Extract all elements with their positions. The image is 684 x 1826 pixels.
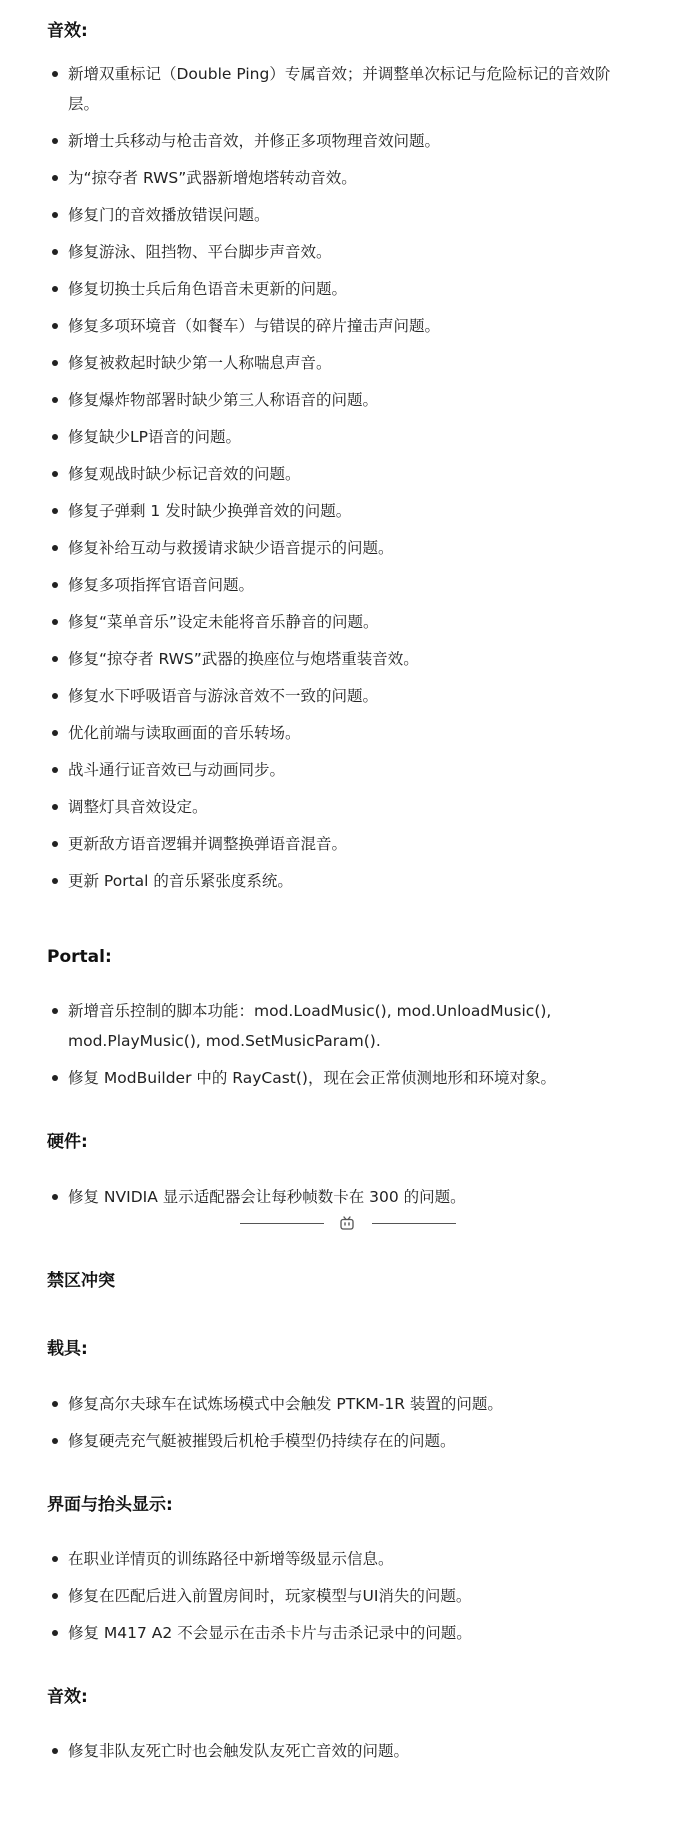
list-item: 修复切换士兵后角色语音未更新的问题。 xyxy=(0,274,638,304)
list-item: 修复在匹配后进入前置房间时，玩家模型与UI消失的问题。 xyxy=(0,1581,638,1611)
list-item: 修复子弹剩 1 发时缺少换弹音效的问题。 xyxy=(0,496,638,526)
section-heading-vehicles: 载具: xyxy=(47,1339,88,1359)
list-item: 新增双重标记（Double Ping）专属音效；并调整单次标记与危险标记的音效阶层。 xyxy=(0,59,638,119)
list-item: 修复多项指挥官语音问题。 xyxy=(0,570,638,600)
list-item: 修复缺少LP语音的问题。 xyxy=(0,422,638,452)
list-item: 调整灯具音效设定。 xyxy=(0,792,638,822)
major-section-title: 禁区冲突 xyxy=(47,1271,115,1291)
divider-line-left xyxy=(240,1223,324,1224)
list-item: 修复 NVIDIA 显示适配器会让每秒帧数卡在 300 的问题。 xyxy=(0,1182,638,1212)
list-item: 修复观战时缺少标记音效的问题。 xyxy=(0,459,638,489)
list-audio-2 xyxy=(0,1736,684,1766)
bilibili-tv-icon xyxy=(339,1215,355,1231)
list-item: 修复高尔夫球车在试炼场模式中会触发 PTKM-1R 装置的问题。 xyxy=(0,1389,638,1419)
list-audio xyxy=(0,59,684,896)
list-item: 修复“掠夺者 RWS”武器的换座位与炮塔重装音效。 xyxy=(0,644,638,674)
list-item: 修复门的音效播放错误问题。 xyxy=(0,200,638,230)
list-item: 新增士兵移动与枪击音效，并修正多项物理音效问题。 xyxy=(0,126,638,156)
list-item: 修复多项环境音（如餐车）与错误的碎片撞击声问题。 xyxy=(0,311,638,341)
list-item: 修复“菜单音乐”设定未能将音乐静音的问题。 xyxy=(0,607,638,637)
list-item: 修复游泳、阻挡物、平台脚步声音效。 xyxy=(0,237,638,267)
list-item: 在职业详情页的训练路径中新增等级显示信息。 xyxy=(0,1544,638,1574)
section-heading-hardware: 硬件: xyxy=(47,1132,88,1152)
list-item: 新增音乐控制的脚本功能：mod.LoadMusic(), mod.UnloadMusic(), mod.PlayMusic(), mod.SetMusicParam(). xyxy=(0,996,638,1056)
list-item: 修复 M417 A2 不会显示在击杀卡片与击杀记录中的问题。 xyxy=(0,1618,638,1648)
list-vehicles xyxy=(0,1389,684,1456)
list-item: 为“掠夺者 RWS”武器新增炮塔转动音效。 xyxy=(0,163,638,193)
list-item: 修复被救起时缺少第一人称喘息声音。 xyxy=(0,348,638,378)
divider-line-right xyxy=(372,1223,456,1224)
list-item: 修复 ModBuilder 中的 RayCast()，现在会正常侦测地形和环境对象。 xyxy=(0,1063,638,1093)
list-ui-hud xyxy=(0,1544,684,1648)
list-item: 修复爆炸物部署时缺少第三人称语音的问题。 xyxy=(0,385,638,415)
list-item: 修复补给互动与救援请求缺少语音提示的问题。 xyxy=(0,533,638,563)
section-heading-audio-2: 音效: xyxy=(47,1687,88,1707)
list-item: 修复水下呼吸语音与游泳音效不一致的问题。 xyxy=(0,681,638,711)
section-heading-audio: 音效: xyxy=(47,21,88,41)
section-heading-ui-hud: 界面与抬头显示: xyxy=(47,1495,173,1515)
list-item: 修复非队友死亡时也会触发队友死亡音效的问题。 xyxy=(0,1736,638,1766)
list-item: 修复硬壳充气艇被摧毁后机枪手模型仍持续存在的问题。 xyxy=(0,1426,638,1456)
list-item: 优化前端与读取画面的音乐转场。 xyxy=(0,718,638,748)
list-hardware xyxy=(0,1182,684,1212)
section-divider xyxy=(0,1213,684,1233)
list-portal xyxy=(0,996,684,1093)
list-item: 更新敌方语音逻辑并调整换弹语音混音。 xyxy=(0,829,638,859)
list-item: 战斗通行证音效已与动画同步。 xyxy=(0,755,638,785)
section-heading-portal: Portal: xyxy=(47,947,112,967)
list-item: 更新 Portal 的音乐紧张度系统。 xyxy=(0,866,638,896)
